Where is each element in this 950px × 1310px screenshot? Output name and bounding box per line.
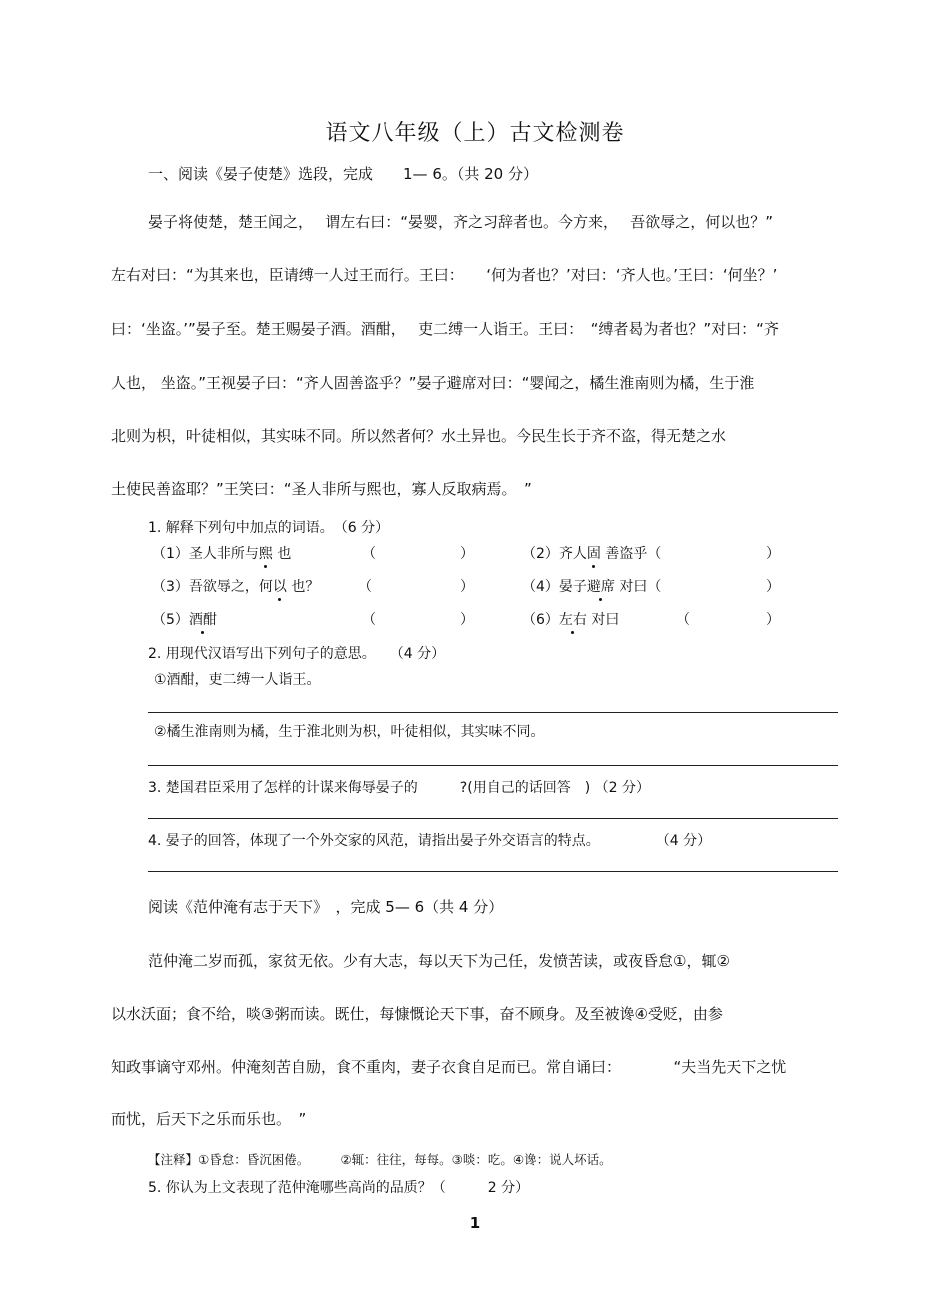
q2-sentence-1: ①酒酣，吏二缚一人诣王。 — [154, 672, 321, 688]
answer-blank-5-open[interactable]: （ — [362, 612, 376, 628]
passage1-line-4: 人也， 坐盗。”王视晏子曰：“齐人固善盗乎？”晏子避席对曰：“婴闻之，橘生淮南则为橘，生于淮 — [111, 374, 755, 392]
passage2-line-2: 以水沃面；食不给，啖③粥而读。既仕，每慷慨论天下事，奋不顾身。及至被谗④受贬，由参 — [111, 1005, 723, 1023]
question-4-label: 4. 晏子的回答，体现了一个外交家的风范，请指出晏子外交语言的特点。 （4 分） — [148, 833, 712, 849]
answer-blank-2-close: ） — [766, 546, 780, 562]
q1-item-1: （1）圣人非所与熙 也 — [152, 546, 292, 562]
q1-item-4: （4）晏子避席 对曰（ — [522, 579, 662, 595]
q2-sentence-2: ②橘生淮南则为橘，生于淮北则为枳，叶徒相似，其实味不同。 — [154, 724, 545, 740]
passage1-line-6: 土使民善盗耶？”王笑曰：“圣人非所与熙也，寡人反取病焉。 ” — [111, 480, 532, 498]
question-1-label: 1. 解释下列句中加点的词语。 （6 分） — [148, 520, 390, 536]
answer-blank-1-close: ） — [460, 546, 474, 562]
question-3-label: 3. 楚国君臣采用了怎样的计谋来侮辱晏子的 ?(用自己的话回答 ) （2 分） — [148, 780, 650, 796]
question-5-label: 5. 你认为上文表现了范仲淹哪些高尚的品质？（ 2 分） — [148, 1180, 530, 1196]
section2-heading: 阅读《范仲淹有志于天下》 ，完成 5— 6（共 4 分） — [148, 898, 504, 916]
annotation-note: 【注释】①昏怠：昏沉困倦。 ②辄：往往，每每。③啖：吃。④谗：说人坏话。 — [148, 1152, 612, 1167]
answer-blank-6-close: ） — [766, 612, 780, 628]
dotted-word: 左右 — [558, 612, 587, 628]
answer-blank-6-open[interactable]: （ — [676, 612, 690, 628]
dotted-word: 酒酣 — [188, 612, 217, 628]
answer-blank-3-open[interactable]: （ — [358, 579, 372, 595]
q1-item-2: （2）齐人固 善盗乎（ — [522, 546, 662, 562]
dotted-word: 熙 — [258, 546, 273, 562]
passage1-line-3: 曰：‘坐盗。’”晏子至。楚王赐晏子酒。酒酣， 吏二缚一人诣王。王曰： “缚者曷为者也？”对曰：“齐 — [111, 320, 779, 338]
dotted-word: 固 — [586, 546, 601, 562]
q1-item-3: （3）吾欲辱之，何以 也？ — [152, 579, 320, 595]
passage1-line-2: 左右对曰：“为其来也，臣请缚一人过王而行。王曰： ‘何为者也？’对曰：‘齐人也。’王曰：‘何坐？’ — [111, 266, 778, 284]
page-number: 1 — [469, 1214, 481, 1232]
answer-blank-5-close: ） — [460, 612, 474, 628]
dotted-word: 避席 — [586, 579, 615, 595]
question-2-label: 2. 用现代汉语写出下列句子的意思。 （4 分） — [148, 646, 446, 662]
q1-item-6: （6）左右 对曰 — [522, 612, 620, 628]
answer-blank-1-open[interactable]: （ — [362, 546, 376, 562]
passage2-line-4: 而忧，后天下之乐而乐也。 ” — [111, 1110, 307, 1128]
answer-line[interactable] — [148, 765, 838, 766]
answer-line[interactable] — [148, 818, 838, 819]
dotted-word: 以 — [272, 579, 287, 595]
passage2-line-1: 范仲淹二岁而孤，家贫无依。少有大志，每以天下为己任，发愤苦读，或夜昏怠①，辄② — [148, 952, 730, 970]
passage1-line-1: 晏子将使楚，楚王闻之， 谓左右曰：“晏婴，齐之习辞者也。今方来， 吾欲辱之，何以也？” — [148, 213, 774, 231]
answer-line[interactable] — [148, 871, 838, 872]
passage1-line-5: 北则为枳，叶徒相似，其实味不同。所以然者何？水土异也。今民生长于齐不盗，得无楚之水 — [111, 427, 727, 445]
answer-blank-4-close: ） — [766, 579, 780, 595]
passage2-line-3: 知政事谪守邓州。仲淹刻苦自励，食不重肉，妻子衣食自足而已。常自诵曰： “夫当先天下之忧 — [111, 1058, 787, 1076]
section1-heading: 一、阅读《晏子使楚》选段，完成 1— 6。（共 20 分） — [148, 165, 538, 183]
answer-blank-3-close: ） — [460, 579, 474, 595]
page-title: 语文八年级（上）古文检测卷 — [325, 121, 625, 146]
answer-line[interactable] — [148, 712, 838, 713]
q1-item-5: （5）酒酣 — [152, 612, 217, 628]
